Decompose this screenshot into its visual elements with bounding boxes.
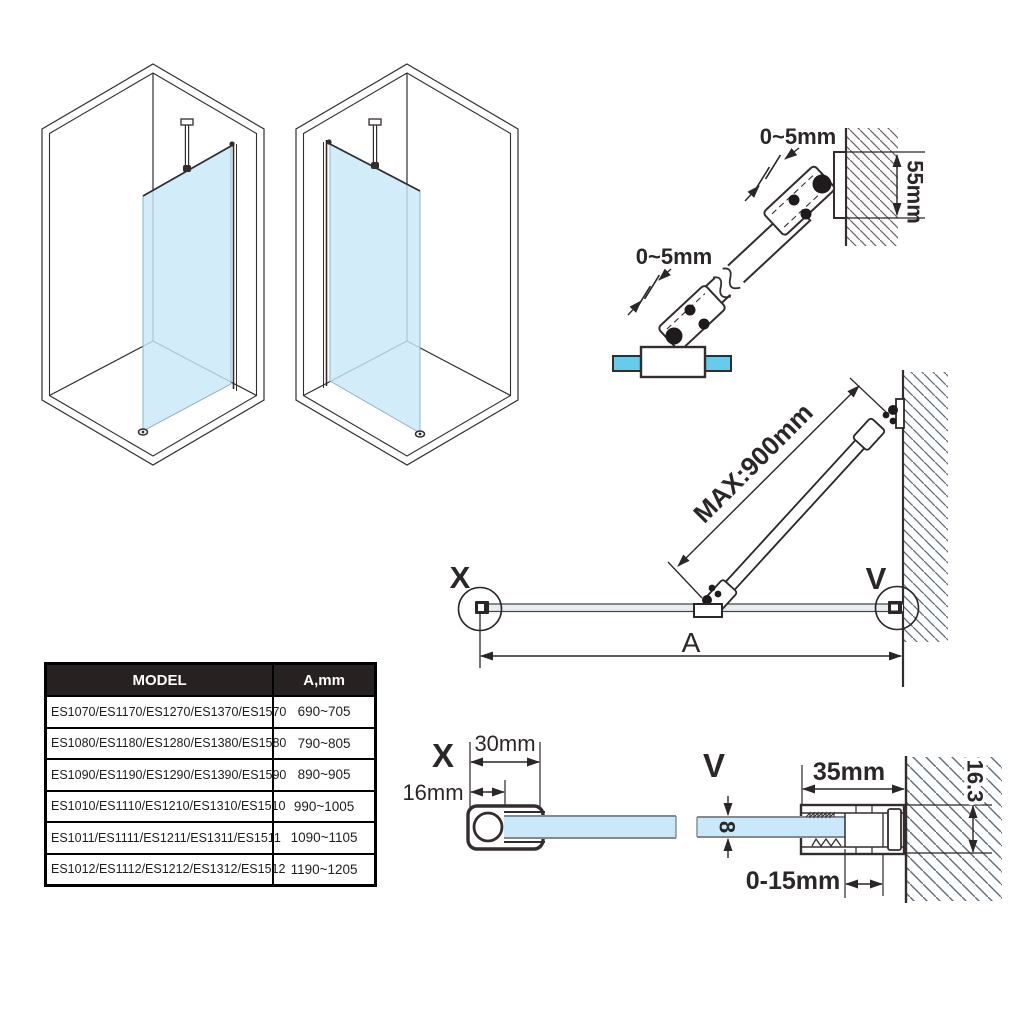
model-cell: ES1070/ES1170/ES1270/ES1370/ES1570 <box>46 696 274 728</box>
adjustment-label: 0-15mm <box>745 867 841 895</box>
table-row <box>46 759 376 791</box>
screw-dot <box>709 585 716 592</box>
wall-hatch <box>846 128 898 246</box>
a-mm-cell: 690~705 <box>273 696 375 728</box>
wall-bracket-cap-inner <box>891 605 898 611</box>
screw-dot <box>789 195 800 206</box>
screw-dot <box>699 319 710 330</box>
overall-width-label: A <box>681 627 701 658</box>
a-mm-cell: 1190~1205 <box>273 854 375 886</box>
table-row <box>46 728 376 760</box>
table-row <box>46 696 376 728</box>
a-mm-cell: 990~1005 <box>273 791 375 823</box>
glass-panel <box>330 144 420 433</box>
glass-edge <box>613 356 641 371</box>
support-bar-detail <box>613 124 928 377</box>
glass-section <box>504 816 676 838</box>
table-header-row <box>46 664 376 697</box>
wall-hatch <box>903 372 948 642</box>
detail-x-offset-label: 16mm <box>402 780 464 805</box>
pivot-dot <box>813 175 832 194</box>
screw-dot <box>715 591 722 598</box>
ceiling-bar <box>369 119 381 169</box>
wall-cap-dot <box>326 139 331 144</box>
end-profile-tube <box>474 813 502 841</box>
glass-plan <box>477 604 903 612</box>
header-model: MODEL <box>46 664 274 697</box>
plan-view <box>450 370 948 687</box>
detail-v-width-label: 35mm <box>812 758 886 786</box>
model-table <box>44 662 377 887</box>
screw-dot <box>890 418 897 425</box>
model-cell: ES1090/ES1190/ES1290/ES1390/ES1590 <box>46 759 274 791</box>
table-row <box>46 822 376 854</box>
pivot-dot <box>888 405 898 415</box>
glass-clamp <box>641 347 705 377</box>
detail-v-depth-label: 16.3 <box>962 759 988 803</box>
plan-glass-clamp <box>694 604 722 617</box>
model-cell: ES1012/ES1112/ES1212/ES1312/ES1512 <box>46 854 274 886</box>
header-a-mm: A,mm <box>273 664 375 697</box>
gap-bottom-label: 0~5mm <box>635 244 713 269</box>
glass-thickness-label: 8 <box>714 820 740 834</box>
a-mm-cell: 890~905 <box>273 759 375 791</box>
plan-support-bar <box>705 418 886 613</box>
max-bar-label: MAX:900mm <box>687 397 819 529</box>
detail-x-letter: X <box>431 737 455 774</box>
wall-cap-dot <box>229 141 234 146</box>
glass-end-cap-inner <box>478 604 484 611</box>
model-cell: ES1011/ES1111/ES1211/ES1311/ES1511 <box>46 822 274 854</box>
detail-x <box>402 731 676 849</box>
screw-dot <box>801 209 812 220</box>
plan-marker-x: X <box>449 560 471 595</box>
pivot-dot <box>666 328 683 345</box>
isometric-view-2 <box>296 64 518 465</box>
screw-dot <box>883 412 890 419</box>
table-row <box>46 791 376 823</box>
detail-x-width-label: 30mm <box>474 731 536 756</box>
detail-v <box>697 747 1002 903</box>
gap-top-label: 0~5mm <box>759 124 837 149</box>
a-mm-cell: 1090~1105 <box>273 822 375 854</box>
a-mm-cell: 790~805 <box>273 728 375 760</box>
plate-height-label: 55mm <box>902 160 928 224</box>
plan-wall-plate <box>896 399 904 428</box>
ceiling-bar <box>181 119 193 172</box>
profile-insert <box>888 809 901 850</box>
plan-marker-v: V <box>865 561 887 596</box>
isometric-view-1 <box>42 64 264 465</box>
screw-dot <box>685 305 696 316</box>
glass-edge <box>705 356 731 371</box>
model-cell: ES1080/ES1180/ES1280/ES1380/ES1580 <box>46 728 274 760</box>
detail-v-letter: V <box>702 747 726 784</box>
model-cell: ES1010/ES1110/ES1210/ES1310/ES1510 <box>46 791 274 823</box>
table-row <box>46 854 376 886</box>
wall-plate <box>834 152 846 218</box>
